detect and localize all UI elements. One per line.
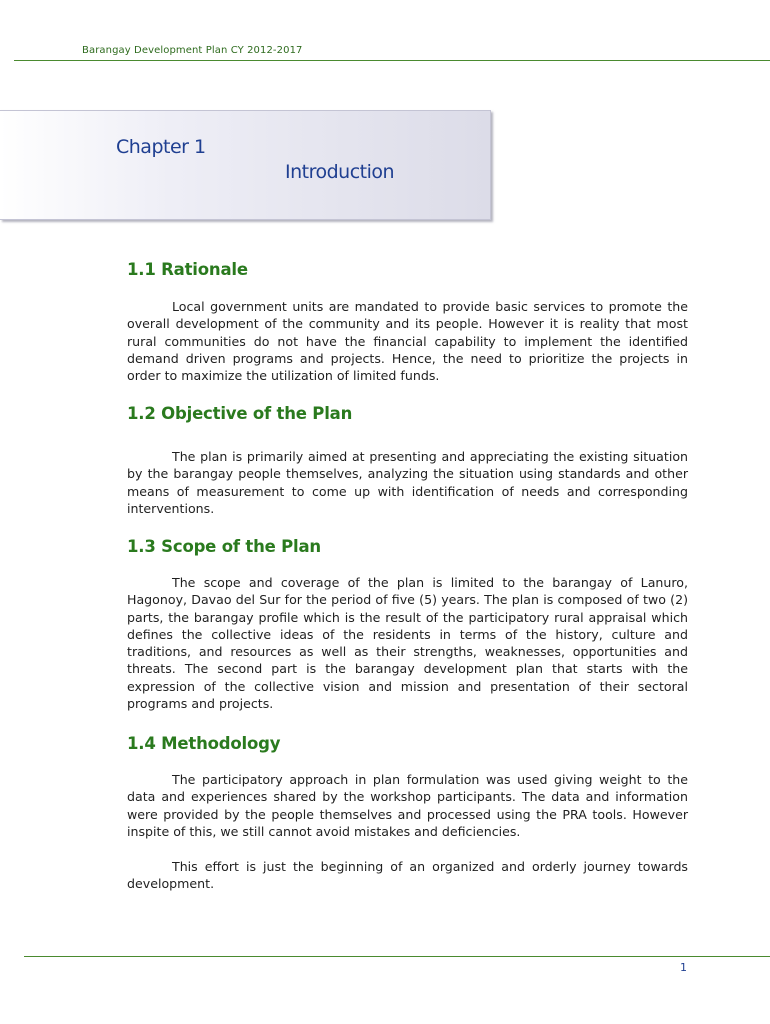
section-paragraph: Local government units are mandated to provide basic services to promote the overall development of the community and its people. However it is reality that most rural communities do not have the financial capability to implement the identified demand driven programs and projects. Hence, the need to prioritize the projects in order to maximize the utilization of limited funds.	[127, 299, 688, 384]
section-paragraph: The plan is primarily aimed at presenting and appreciating the existing situation by the barangay people themselves, analyzing the situation using standards and other means of measurement to come up with identification of needs and corresponding interventions.	[127, 449, 688, 516]
header-divider	[14, 60, 770, 61]
section-heading: 1.4 Methodology	[127, 734, 281, 753]
section-heading: 1.2 Objective of the Plan	[127, 404, 353, 423]
page-number: 1	[680, 961, 687, 974]
section-paragraph: The participatory approach in plan formulation was used giving weight to the data and experiences shared by the workshop participants. The data and information were provided by the people themselves and processed using the PRA tools. However inspite of this, we still cannot avoid mistakes and deficiencies.	[127, 772, 688, 839]
footer-divider	[24, 956, 770, 957]
section-heading: 1.1 Rationale	[127, 260, 248, 279]
running-header-title: Barangay Development Plan CY 2012-2017	[82, 45, 303, 56]
section-paragraph: The scope and coverage of the plan is limited to the barangay of Lanuro, Hagonoy, Davao del Sur for the period of five (5) years. The plan is composed of two (2) parts, the barangay profile which is the result of the participatory rural appraisal which defines the collective ideas of the residents in terms of the history, culture and traditions, and resources as well as their strengths, weaknesses, opportunities and threats. The second part is the barangay development plan that starts with the expression of the collective vision and mission and presentation of their sectoral programs and projects.	[127, 575, 688, 712]
chapter-banner	[0, 110, 491, 220]
chapter-title: Introduction	[285, 161, 395, 183]
section-paragraph: This effort is just the beginning of an organized and orderly journey towards development.	[127, 859, 688, 892]
section-heading: 1.3 Scope of the Plan	[127, 537, 321, 556]
chapter-label: Chapter 1	[116, 136, 206, 158]
